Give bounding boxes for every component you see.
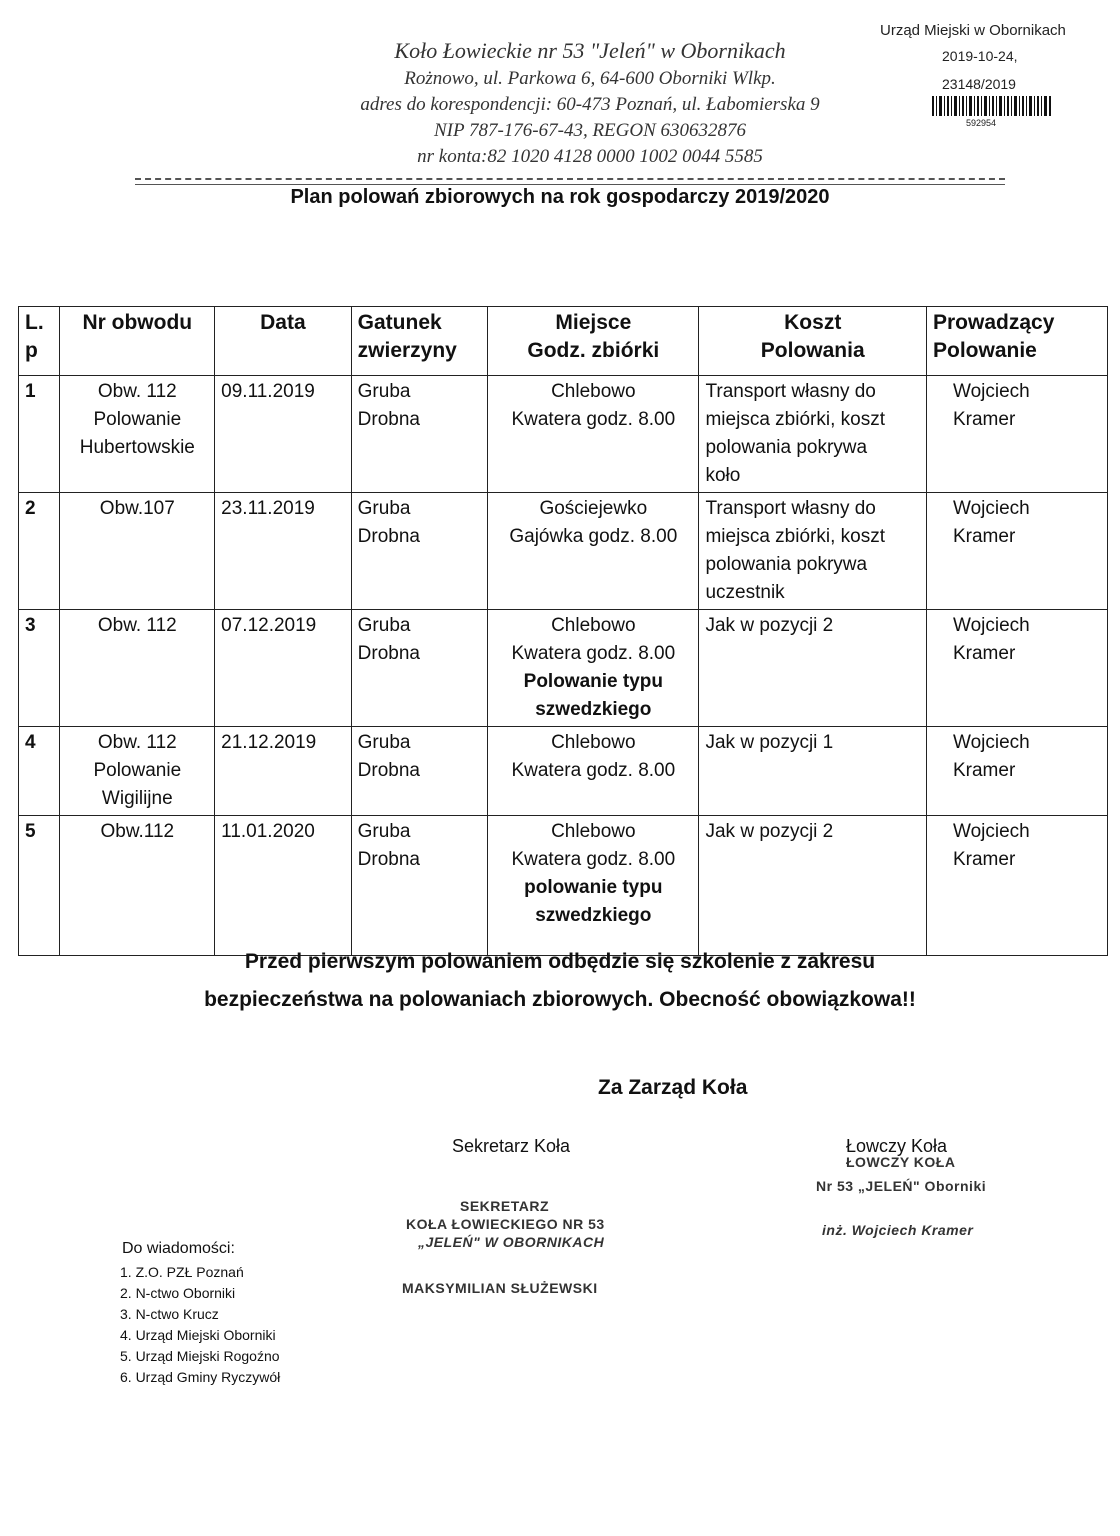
cell-data [215, 493, 352, 610]
cell-prowadzacy [926, 727, 1107, 816]
table-row [19, 727, 1108, 816]
cell-line: uczestnik [705, 582, 785, 603]
receipt-number: 23148/2019 [942, 76, 1016, 92]
header-line: Prowadzący [932, 311, 1055, 334]
cell-line: Drobna [357, 849, 420, 870]
table-header-row [19, 307, 1108, 376]
barcode-icon [932, 96, 1052, 116]
cell-line: Obw. 112 [97, 732, 177, 753]
cell-line: polowanie typu [524, 877, 663, 898]
training-note-line2: bezpieczeństwa na polowaniach zbiorowych. Obecność obowiązkowa!! [204, 988, 916, 1011]
cell-line: Drobna [357, 409, 420, 430]
cell-line: Kramer [952, 760, 1016, 781]
distribution-item: 1. Z.O. PZŁ Poznań [120, 1264, 244, 1280]
cell-data [215, 610, 352, 727]
cell-obwod [60, 816, 215, 956]
cell-line: Transport własny do [705, 498, 876, 519]
cell-lp [19, 727, 60, 816]
header-line: Miejsce [555, 311, 632, 334]
distribution-item: 3. N-ctwo Krucz [120, 1306, 219, 1322]
cell-line: Hubertowskie [79, 437, 195, 458]
cell-line: 5 [25, 821, 36, 842]
cell-gatunek [351, 727, 488, 816]
distribution-title: Do wiadomości: [122, 1240, 235, 1257]
cell-data [215, 816, 352, 956]
cell-line: Obw.107 [99, 498, 175, 519]
cell-obwod [60, 493, 215, 610]
table-row [19, 610, 1108, 727]
cell-line: Chlebowo [551, 381, 636, 402]
cell-line: Kramer [952, 526, 1016, 547]
header-rule-secondary [135, 184, 1005, 185]
cell-line: Gruba [357, 615, 411, 636]
secretary-stamp-location: „JELEŃ" W OBORNIKACH [418, 1234, 605, 1250]
table-row [19, 816, 1108, 956]
cell-line: miejsca zbiórki, koszt [705, 409, 885, 430]
cell-koszt [699, 816, 927, 956]
cell-line: Wojciech [952, 498, 1030, 519]
distribution-item: 5. Urząd Miejski Rogoźno [120, 1348, 280, 1364]
secretary-stamp-club: KOŁA ŁOWIECKIEGO NR 53 [406, 1216, 605, 1232]
club-address: Rożnowo, ul. Parkowa 6, 64-600 Oborniki Wlkp. [404, 68, 776, 89]
cell-line: Obw. 112 [97, 615, 177, 636]
header-line: zwierzyny [357, 339, 457, 362]
cell-line: Obw. 112 [97, 381, 177, 402]
club-nip-regon: NIP 787-176-67-43, REGON 630632876 [433, 120, 747, 141]
header-line: p [25, 339, 38, 362]
cell-miejsce [488, 376, 699, 493]
cell-line: 07.12.2019 [221, 615, 317, 636]
cell-line: Gościejewko [539, 498, 648, 519]
cell-line: Jak w pozycji 2 [705, 615, 834, 636]
table-row [19, 493, 1108, 610]
club-name: Koło Łowieckie nr 53 "Jeleń" w Obornikach [394, 38, 786, 63]
cell-lp [19, 493, 60, 610]
cell-line: szwedzkiego [535, 699, 652, 720]
training-note-line1: Przed pierwszym polowaniem odbędzie się szkolenie z zakresu [244, 950, 876, 973]
document-title: Plan polowań zbiorowych na rok gospodarczy 2019/2020 [290, 186, 830, 208]
cell-line: polowania pokrywa [705, 437, 868, 458]
cell-koszt [699, 727, 927, 816]
cell-gatunek [351, 376, 488, 493]
cell-line: polowania pokrywa [705, 554, 868, 575]
receipt-date: 2019-10-24, [942, 48, 1018, 64]
header-miejsce [488, 307, 699, 376]
cell-line: Kramer [952, 643, 1016, 664]
cell-line: Kwatera godz. 8.00 [511, 409, 676, 430]
club-bank-account: nr konta:82 1020 4128 0000 1002 0044 5585 [417, 146, 763, 167]
hunting-plan-table [18, 306, 1108, 956]
header-line: Koszt [784, 311, 842, 334]
cell-obwod [60, 727, 215, 816]
cell-obwod [60, 376, 215, 493]
cell-line: Gajówka godz. 8.00 [509, 526, 678, 547]
cell-line: miejsca zbiórki, koszt [705, 526, 885, 547]
header-gatunek [351, 307, 488, 376]
header-line: Nr obwodu [82, 311, 193, 334]
board-signoff: Za Zarząd Koła [598, 1076, 748, 1099]
cell-gatunek [351, 610, 488, 727]
cell-miejsce [488, 610, 699, 727]
barcode-number: 592954 [966, 118, 997, 128]
cell-line: 4 [25, 732, 36, 753]
header-line: Data [260, 311, 306, 334]
header-data [215, 307, 352, 376]
cell-line: Gruba [357, 498, 411, 519]
club-correspondence-address: adres do korespondencji: 60-473 Poznań, ul. Łabomierska 9 [360, 94, 820, 115]
distribution-item: 4. Urząd Miejski Oborniki [120, 1327, 276, 1343]
cell-line: 11.01.2020 [221, 821, 315, 842]
cell-obwod [60, 610, 215, 727]
receipt-office: Urząd Miejski w Obornikach [880, 22, 1066, 39]
cell-line: Drobna [357, 643, 420, 664]
cell-gatunek [351, 816, 488, 956]
cell-gatunek [351, 493, 488, 610]
cell-line: Drobna [357, 526, 420, 547]
hunter-stamp-name: inż. Wojciech Kramer [822, 1222, 974, 1238]
header-rule [135, 178, 1005, 180]
header-line: Polowania [760, 339, 865, 362]
cell-line: Polowanie [93, 409, 182, 430]
cell-line: Polowanie typu [523, 671, 663, 692]
cell-line: Wojciech [952, 615, 1030, 636]
secretary-label: Sekretarz Koła [452, 1136, 571, 1156]
header-line: Godz. zbiórki [527, 339, 660, 362]
cell-line: 2 [25, 498, 36, 519]
cell-lp [19, 376, 60, 493]
cell-prowadzacy [926, 816, 1107, 956]
hunter-stamp-club: Nr 53 „JELEŃ" Oborniki [816, 1178, 987, 1194]
cell-prowadzacy [926, 376, 1107, 493]
distribution-item: 6. Urząd Gminy Ryczywół [120, 1369, 281, 1385]
cell-line: Chlebowo [551, 732, 636, 753]
cell-line: Kwatera godz. 8.00 [511, 643, 676, 664]
cell-miejsce [488, 816, 699, 956]
cell-line: Wojciech [952, 381, 1030, 402]
cell-line: 3 [25, 615, 36, 636]
table-row [19, 376, 1108, 493]
cell-line: szwedzkiego [535, 905, 652, 926]
header-line: Gatunek [357, 311, 442, 334]
cell-line: Chlebowo [551, 615, 636, 636]
cell-miejsce [488, 493, 699, 610]
cell-prowadzacy [926, 493, 1107, 610]
cell-line: 23.11.2019 [221, 498, 315, 519]
cell-koszt [699, 610, 927, 727]
cell-line: Kramer [952, 849, 1016, 870]
cell-line: Kramer [952, 409, 1016, 430]
cell-miejsce [488, 727, 699, 816]
cell-line: Jak w pozycji 1 [705, 732, 834, 753]
header-line: Polowanie [932, 339, 1037, 362]
cell-line: Polowanie [93, 760, 182, 781]
cell-line: 09.11.2019 [221, 381, 315, 402]
secretary-stamp-name: MAKSYMILIAN SŁUŻEWSKI [402, 1280, 598, 1296]
cell-line: 1 [25, 381, 36, 402]
cell-line: Gruba [357, 732, 411, 753]
cell-line: Gruba [357, 381, 411, 402]
header-nr-obwodu [60, 307, 215, 376]
cell-line: Drobna [357, 760, 420, 781]
cell-line: Kwatera godz. 8.00 [511, 849, 676, 870]
cell-lp [19, 816, 60, 956]
cell-line: Transport własny do [705, 381, 876, 402]
cell-line: Wojciech [952, 821, 1030, 842]
cell-prowadzacy [926, 610, 1107, 727]
cell-line: 21.12.2019 [221, 732, 317, 753]
cell-koszt [699, 376, 927, 493]
hunter-stamp-title: ŁOWCZY KOŁA [846, 1154, 956, 1170]
cell-koszt [699, 493, 927, 610]
header-lp [19, 307, 60, 376]
cell-line: Obw.112 [100, 821, 175, 842]
cell-line: Kwatera godz. 8.00 [511, 760, 676, 781]
cell-line: Jak w pozycji 2 [705, 821, 834, 842]
secretary-stamp-title: SEKRETARZ [460, 1198, 550, 1214]
distribution-item: 2. N-ctwo Oborniki [120, 1285, 236, 1301]
cell-line: Wojciech [952, 732, 1030, 753]
hunter-label: Łowczy Koła [846, 1136, 948, 1156]
header-line: L. [25, 311, 44, 334]
cell-lp [19, 610, 60, 727]
cell-data [215, 376, 352, 493]
cell-line: Gruba [357, 821, 411, 842]
header-prowadzacy [926, 307, 1107, 376]
cell-line: Wigilijne [101, 788, 173, 809]
cell-line: Chlebowo [551, 821, 636, 842]
cell-line: koło [705, 465, 741, 486]
header-koszt [699, 307, 927, 376]
cell-data [215, 727, 352, 816]
